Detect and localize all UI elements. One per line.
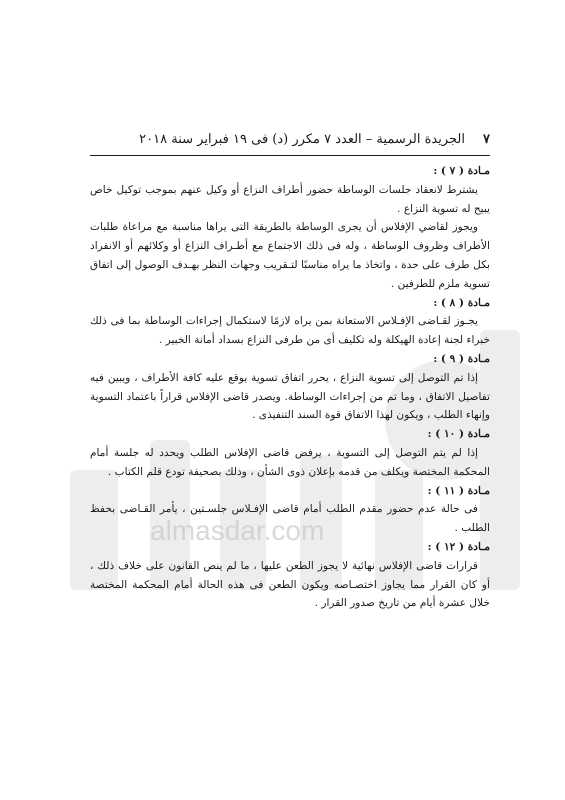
article-heading: مـادة ( ١٢ ) : xyxy=(427,540,490,553)
article-paragraph: إذا لم يتم التوصل إلى التسوية ، يرفض قاضى الإفلاس الطلب ويحدد له جلسة أمام المحكمة المختصة ويكلف من قدمه بإعلان ذوى الشأن ، وذلك بصحيفة تودع قلم الكتاب . xyxy=(90,446,490,478)
page-header xyxy=(90,128,490,150)
article-heading: مـادة ( ٨ ) : xyxy=(433,296,490,309)
article-paragraph: ويجوز لقاضي الإفلاس أن يجرى الوساطة بالطريقة التى يراها مناسبة مع مراعاة طلبات الأطراف وظروف الوساطة ، وله فى ذلك الاجتماع مع أطـراف النزاع أو وكلائهم أو الانفراد بكل طرف على حدة ، واتخاذ ما يراه مناسبًا لتـقريب وجهات النظر بهـدف الوصول إلى اتفاق تسوية ملزم للطرفين . xyxy=(90,221,490,290)
article-heading: مـادة ( ٧ ) : xyxy=(433,165,490,177)
article-paragraph: قرارات قاضى الإفلاس نهائية لا يجوز الطعن عليها ، ما لم ينص القانون على خلاف ذلك ، أو كان القرار مما يجاوز اختصـاصه ويكون الطعن فى هذه الحالة أمام المحكمة المختصة خلال عشرة أيام من تاريخ صدور القرار . xyxy=(90,559,490,610)
watermark-text: almasdar.com xyxy=(150,515,325,546)
article-paragraph: يشترط لانعقاد جلسات الوساطة حضور أطراف النزاع أو وكيل عنهم بموجب توكيل خاص يبيح له تسوية النزاع . xyxy=(90,183,490,215)
article-heading: مـادة ( ١٠ ) : xyxy=(427,428,490,441)
page-number: ٧ xyxy=(483,131,490,147)
article-paragraph: إذا تم التوصل إلى تسوية النزاع ، يحرر اتفاق تسوية يوقع عليه كافة الأطراف ، ويبين فيه تفاصيل الاتفاق ، وما تم من إجراءات الوساطة. ويصدر قاضى الإفلاس قراراً باعتماد التسوية وإنهاء الطلب ، ويكون لهذا الاتفاق قوة السند التنفيذى . xyxy=(90,371,490,422)
gazette-title: الجريدة الرسمية – العدد ٧ مكرر (د) فى ١٩ فبراير سنة ٢٠١٨ xyxy=(139,131,466,147)
article-paragraph: فى حالة عدم حضور مقدم الطلب أمام قاضى الإفـلاس جلسـتين ، يأمر القـاضى بحفظ الطلب . xyxy=(90,503,490,535)
article-heading: مـادة ( ١١ ) : xyxy=(427,484,490,497)
article-body xyxy=(90,162,490,613)
article-heading: مـادة ( ٩ ) : xyxy=(433,352,490,365)
article-paragraph: يجـوز لقـاضى الإفـلاس الاستعانة بمن يراه لازمًا لاستكمال إجراءات الوساطة بما فى ذلك خبراء لجنة إعادة الهيكلة وله تكليف أى من طرفى النزاع بسداد أمانة الخبير . xyxy=(90,315,490,347)
header-divider xyxy=(90,155,490,156)
